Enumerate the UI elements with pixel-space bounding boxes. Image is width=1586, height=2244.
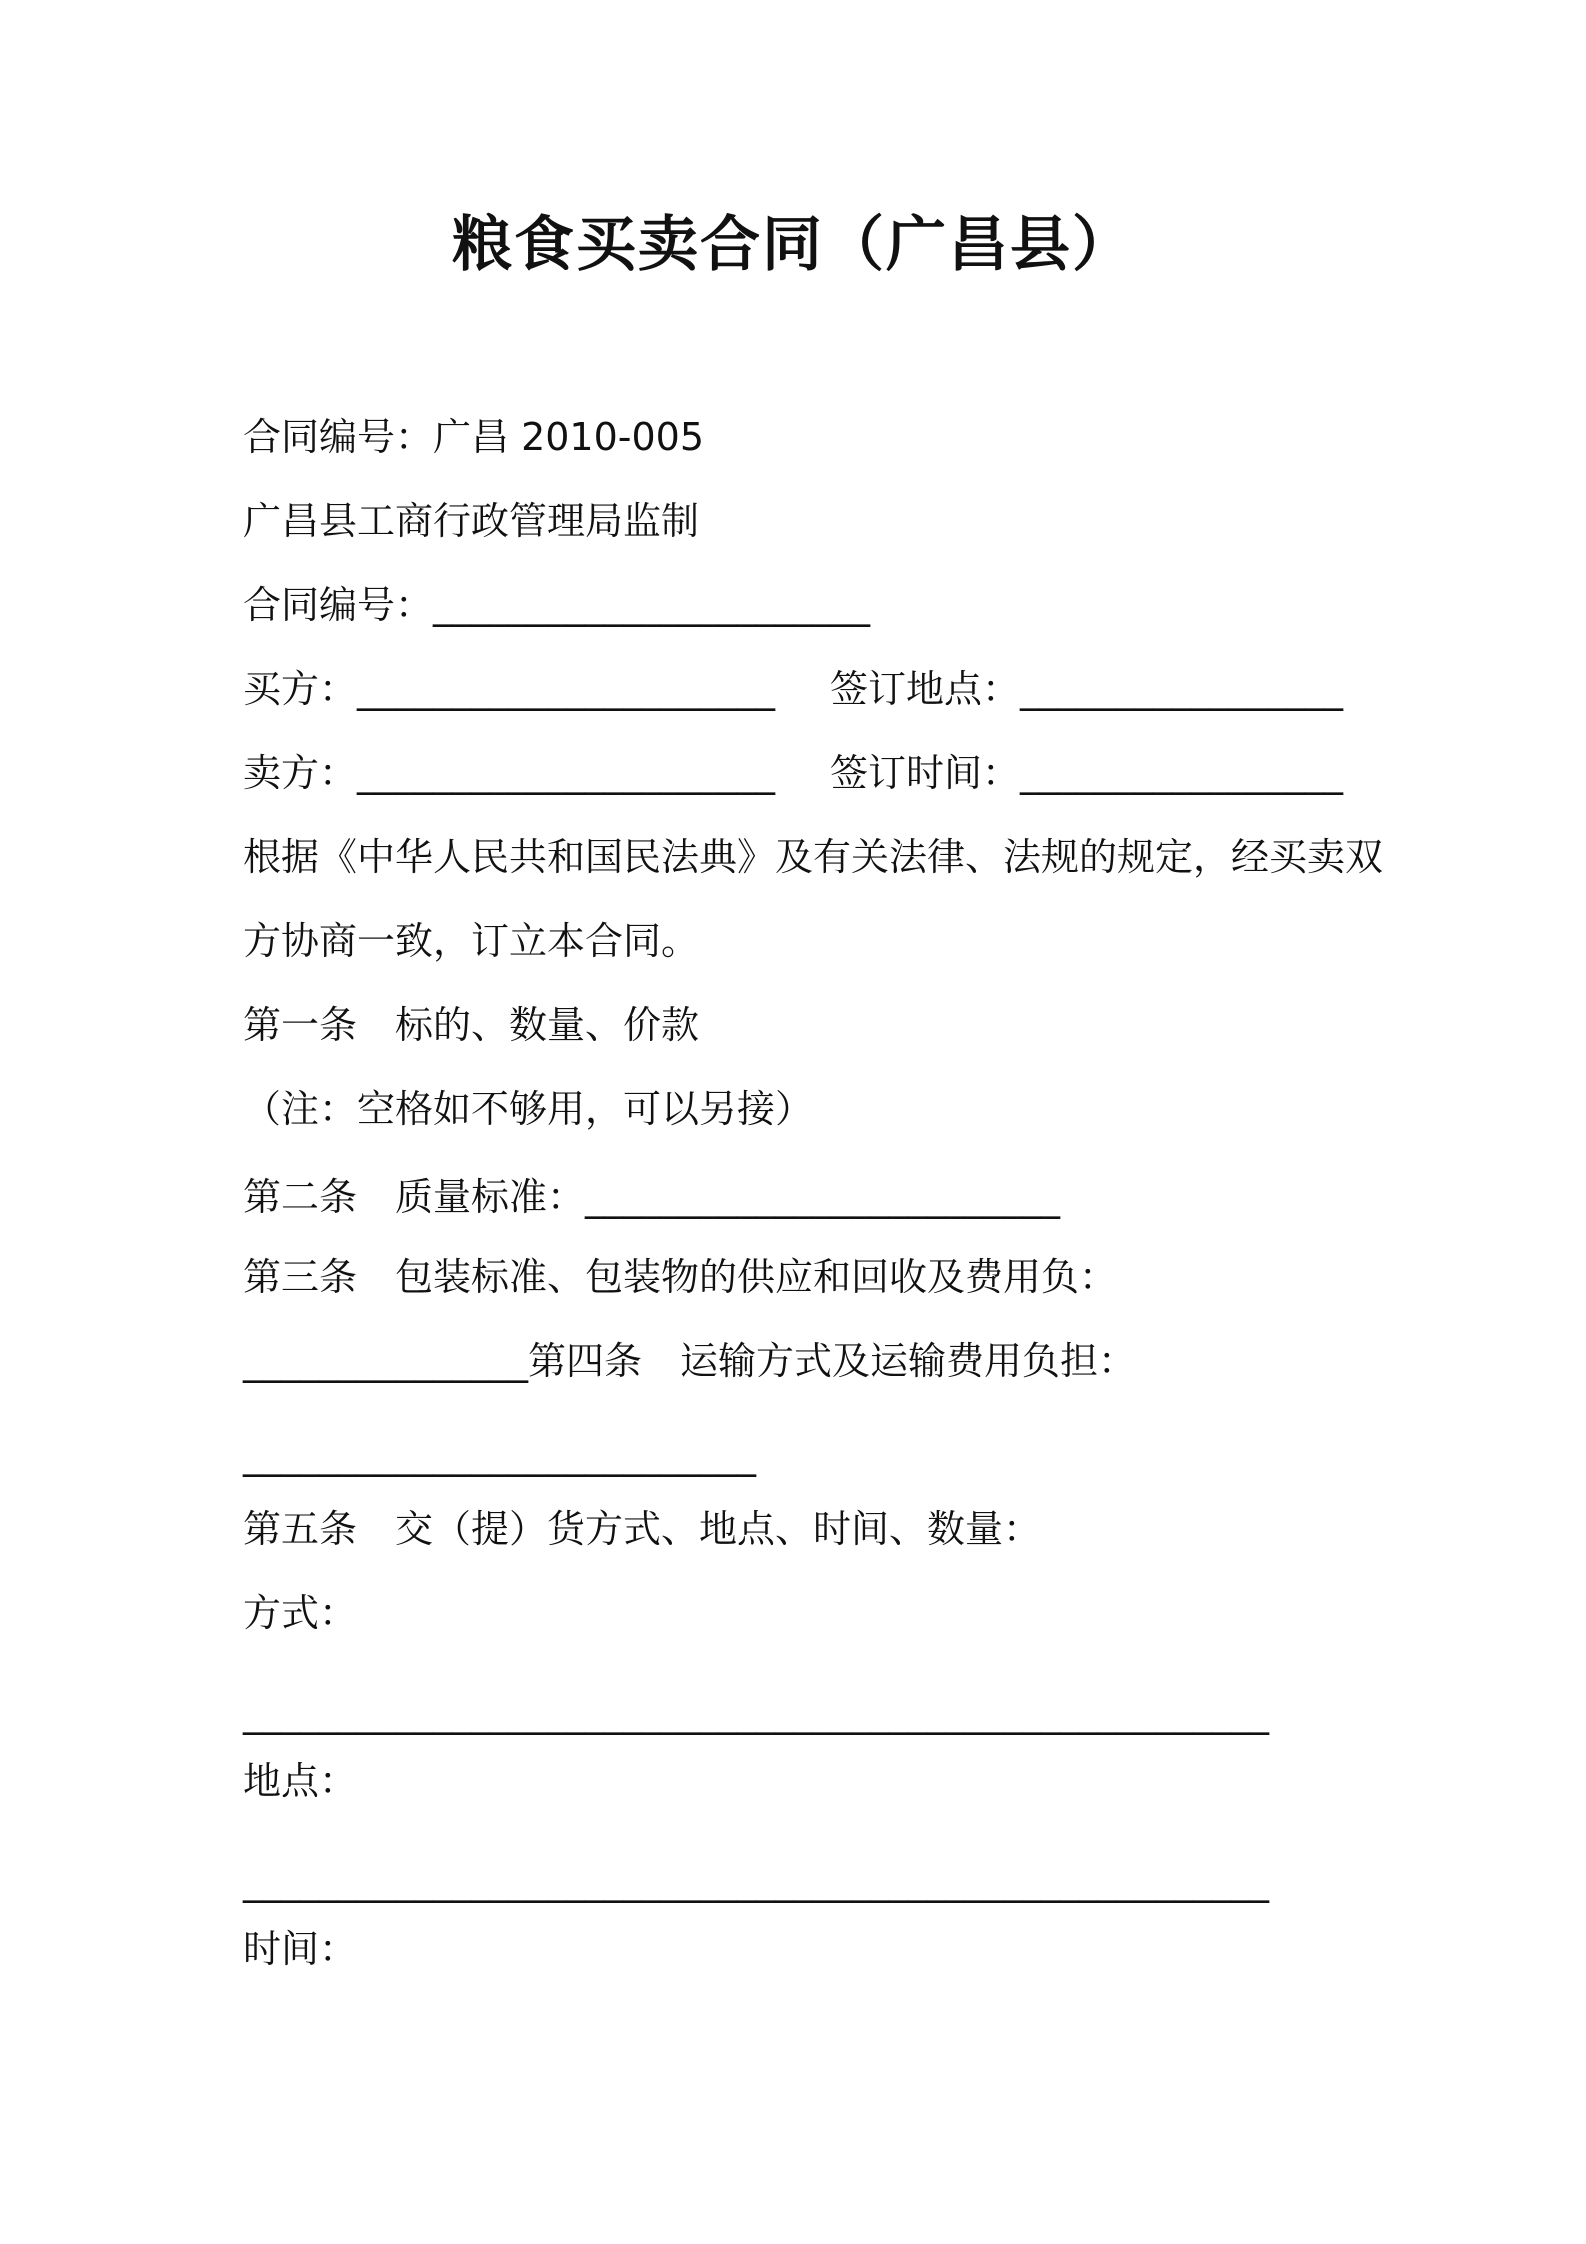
article-5-heading: 第五条 交（提）货方式、地点、时间、数量： — [243, 1507, 1042, 1551]
preamble-line-1: 根据《中华人民共和国民法典》及有关法律、法规的规定，经买卖双 — [243, 835, 1384, 879]
contract-number-printed: 合同编号：广昌 2010-005 — [243, 415, 705, 459]
article-4-blank: ___________________________ — [243, 1433, 756, 1477]
buyer-field: 买方：______________________ — [243, 667, 776, 711]
article-2-line: 第二条 质量标准：_________________________ — [243, 1175, 1061, 1219]
sign-time-field: 签订时间：_________________ — [830, 751, 1344, 795]
preamble-line-2: 方协商一致，订立本合同。 — [243, 919, 700, 963]
method-blank: ______________________________________________________ — [243, 1691, 1269, 1735]
seller-field: 卖方：______________________ — [243, 751, 776, 795]
place-label: 地点： — [243, 1759, 358, 1803]
time-label: 时间： — [243, 1927, 358, 1971]
supervisor-line: 广昌县工商行政管理局监制 — [243, 499, 700, 543]
article-3-line: 第三条 包装标准、包装物的供应和回收及费用负： — [243, 1255, 1118, 1299]
document-title: 粮食买卖合同（广昌县） — [452, 210, 1134, 280]
article-1-heading: 第一条 标的、数量、价款 — [243, 1003, 700, 1047]
place-blank: ______________________________________________________ — [243, 1859, 1269, 1903]
method-label: 方式： — [243, 1591, 358, 1635]
article-4-line: _______________第四条 运输方式及运输费用负担： — [243, 1339, 1137, 1383]
contract-number-field: 合同编号：_______________________ — [243, 583, 871, 627]
article-1-note: （注：空格如不够用，可以另接） — [243, 1087, 814, 1131]
sign-place-field: 签订地点：_________________ — [830, 667, 1344, 711]
